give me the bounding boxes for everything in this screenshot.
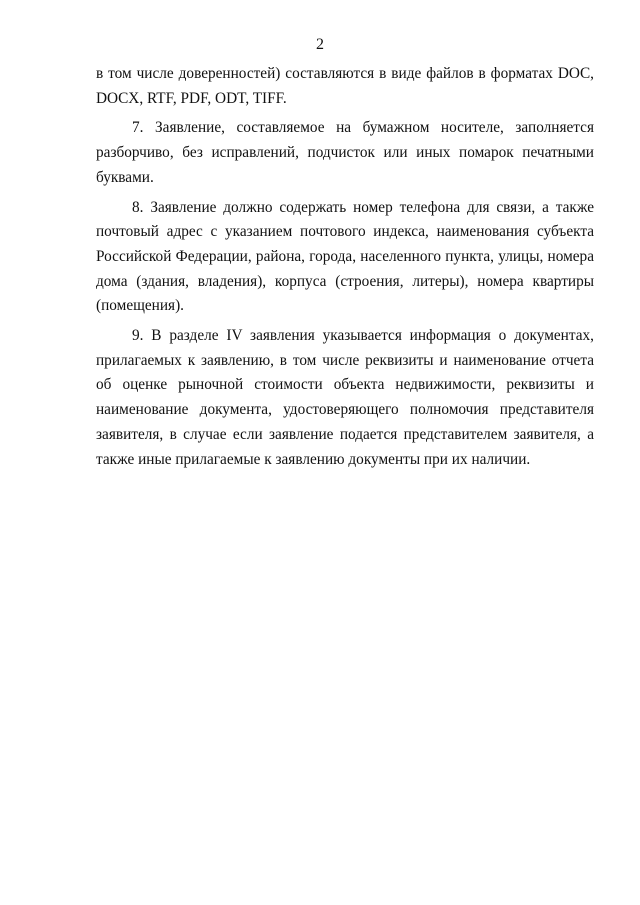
paragraph-9: 9. В разделе IV заявления указывается информация о документах, прилагаемых к заявлению, в том числе реквизиты и наименование отчета об оценке рыночной стоимости объекта недвижимости, реквизиты и наименование документа, удостоверяющего полномочия представителя заявителя, в случае если заявление подается представителем заявителя, а также иные прилагаемые к заявлению документы при их наличии. <box>96 327 594 468</box>
paragraph-7: 7. Заявление, составляемое на бумажном носителе, заполняется разборчиво, без исправлений, подчисток или иных помарок печатными буквами. <box>96 119 594 186</box>
page-number: 2 <box>316 36 324 53</box>
paragraph-8: 8. Заявление должно содержать номер телефона для связи, а также почтовый адрес с указанием почтового индекса, наименования субъекта Российской Федерации, района, города, населенного пункта, улицы, номера дома (здания, владения), корпуса (строения, литеры), номера квартиры (помещения). <box>96 198 594 315</box>
document-body <box>96 62 594 472</box>
paragraph-continuation: в том числе доверенностей) составляются в виде файлов в форматах DOC, DOCX, RTF, PDF, ODT, TIFF. <box>96 65 594 107</box>
